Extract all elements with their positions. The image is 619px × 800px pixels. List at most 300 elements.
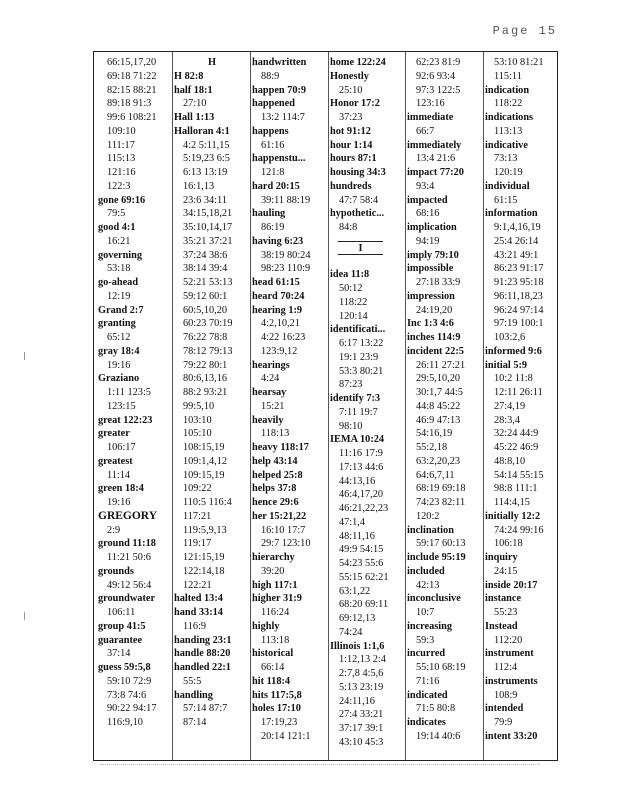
index-reference: 115:11	[494, 70, 522, 82]
index-reference: 106:17	[107, 442, 136, 453]
index-reference: 6:13 13:19	[183, 167, 228, 178]
index-reference: 43:10 45:3	[339, 736, 384, 748]
index-reference: 24:11,16	[339, 695, 375, 707]
index-reference: 69:12,13	[339, 613, 376, 624]
index-term: Grand 2:7	[98, 304, 144, 316]
index-reference: 106:18	[494, 538, 523, 550]
index-term: halted 13:4	[174, 593, 223, 605]
index-reference: 46:4,17,20	[339, 489, 384, 501]
index-reference: 47:1,4	[339, 516, 366, 528]
index-reference: 54:23 55:6	[339, 558, 384, 569]
index-reference: 39:11 88:19	[261, 194, 311, 206]
index-reference: 78:12 79:13	[183, 345, 233, 357]
index-reference: 19:1 23:9	[339, 351, 379, 363]
index-term: hearsay	[252, 387, 287, 398]
index-reference: 19:14 40:6	[416, 730, 461, 742]
index-reference: 25:4 26:14	[494, 235, 539, 247]
index-term: indication	[485, 84, 530, 96]
index-column-1	[98, 56, 172, 756]
index-term: heavily	[252, 414, 284, 426]
index-reference: 96:11,18,23	[494, 290, 543, 302]
index-reference: 71:16	[416, 675, 440, 687]
index-reference: 119:17	[183, 538, 212, 550]
index-term: green 18:4	[98, 483, 144, 495]
index-reference: 69:18 71:22	[107, 70, 157, 82]
index-reference: 108:9	[494, 689, 518, 701]
index-reference: 35:21 37:21	[183, 235, 233, 247]
index-term: hot 91:12	[330, 125, 371, 137]
index-term: identificati...	[330, 324, 386, 336]
index-reference: 38:14 39:4	[183, 263, 228, 275]
index-term: include 95:19	[407, 552, 466, 563]
index-reference: 71:5 80:8	[416, 703, 456, 715]
index-reference: 24:15	[494, 565, 518, 577]
index-reference: 66:7	[416, 125, 435, 137]
index-term: hearings	[252, 359, 290, 371]
index-term: GREGORY	[98, 509, 158, 522]
index-reference: 68:16	[416, 208, 440, 220]
index-reference: 74:24 99:16	[494, 524, 544, 536]
index-column-3	[252, 56, 328, 756]
index-term: heard 70:24	[252, 290, 305, 302]
index-reference: 38:19 80:24	[261, 249, 311, 261]
index-reference: 120:2	[416, 510, 440, 522]
index-reference: 79:5	[107, 208, 126, 220]
index-reference: 118:13	[261, 428, 290, 440]
index-reference: 84:8	[339, 222, 358, 233]
index-reference: 122:3	[107, 180, 131, 192]
index-reference: 76:22 78:8	[183, 332, 228, 343]
index-term: her 15:21,22	[252, 510, 307, 522]
index-reference: 109:10	[107, 125, 136, 137]
index-reference: 55:2,18	[416, 442, 448, 453]
index-term: hence 29:6	[252, 497, 299, 508]
index-term: identify 7:3	[330, 393, 381, 404]
index-term: Graziano	[98, 373, 140, 385]
index-term: inconclusive	[407, 593, 461, 605]
index-reference: 26:11 27:21	[416, 359, 466, 371]
index-reference: 121:16	[107, 167, 136, 178]
index-reference: 49:9 54:15	[339, 544, 384, 556]
index-term: H 82:8	[174, 70, 204, 82]
index-term: happen 70:9	[252, 84, 307, 96]
index-term: helped 25:8	[252, 469, 303, 481]
index-reference: 6:17 13:22	[339, 338, 384, 349]
index-reference: 123:16	[416, 98, 445, 110]
index-reference: 65:12	[107, 332, 131, 343]
index-reference: 119:5,9,13	[183, 524, 227, 536]
index-reference: 109:1,4,12	[183, 455, 228, 467]
index-reference: 2:7,8 4:5,6	[339, 668, 384, 679]
index-reference: 27:18 33:9	[416, 277, 461, 288]
index-term: hypothetic...	[330, 208, 385, 220]
index-reference: 120:19	[494, 167, 523, 178]
index-reference: 94:19	[416, 235, 440, 247]
index-reference: 7:11 19:7	[339, 406, 378, 418]
index-reference: 55:23	[494, 607, 518, 618]
index-term: hours 87:1	[330, 153, 377, 165]
index-term: inquiry	[485, 552, 518, 563]
index-term: instruments	[485, 675, 538, 687]
index-reference: 59:3	[416, 634, 435, 646]
index-reference: 15:21	[261, 400, 285, 412]
index-reference: 19:16	[107, 497, 131, 508]
index-reference: 121:8	[261, 167, 285, 178]
index-term: group 41:5	[98, 620, 146, 632]
index-term: happened	[252, 98, 295, 110]
index-reference: 52:21 53:13	[183, 277, 233, 288]
index-reference: 48:8,10	[494, 455, 526, 467]
index-reference: 79:22 80:1	[183, 359, 228, 371]
index-reference: 57:14 87:7	[183, 703, 228, 715]
index-reference: 17:13 44:6	[339, 461, 384, 473]
index-reference: 59:10 72:9	[107, 675, 152, 687]
index-reference: 89:18 91:3	[107, 98, 152, 110]
index-reference: 114:4,15	[494, 497, 530, 508]
index-reference: 64:6,7,11	[416, 469, 455, 481]
index-reference: 93:4	[416, 180, 435, 192]
index-term: indications	[485, 112, 534, 123]
index-reference: 19:16	[107, 359, 131, 371]
index-term: guess 59:5,8	[98, 662, 151, 673]
index-reference: 117:21	[183, 510, 212, 522]
index-reference: 112:20	[494, 634, 523, 646]
index-term: historical	[252, 648, 294, 660]
index-term: hits 117:5,8	[252, 689, 302, 701]
index-column-5	[407, 56, 483, 756]
index-term: informed 9:6	[485, 345, 542, 357]
index-reference: 116:9,10	[107, 717, 143, 728]
index-reference: 66:14	[261, 662, 285, 673]
index-reference: 86:23 91:17	[494, 263, 544, 275]
column-divider	[405, 52, 406, 760]
index-reference: 12:11 26:11	[494, 387, 543, 398]
index-term: imply 79:10	[407, 249, 459, 261]
index-reference: 87:14	[183, 717, 207, 728]
index-reference: 90:22 94:17	[107, 703, 157, 715]
index-term: inches 114:9	[407, 332, 461, 343]
index-term: grounds	[98, 565, 134, 577]
index-reference: 29:7 123:10	[261, 538, 311, 550]
index-reference: 115:13	[107, 153, 136, 165]
index-term: indicates	[407, 717, 446, 728]
index-reference: 10:7	[416, 607, 435, 618]
index-term: hand 33:14	[174, 607, 223, 618]
index-reference: 23:6 34:11	[183, 194, 227, 206]
index-term: initial 5:9	[485, 359, 528, 371]
index-reference: 96:24 97:14	[494, 304, 544, 316]
index-reference: 109:15,19	[183, 469, 225, 481]
index-reference: 116:9	[183, 620, 207, 632]
index-reference: 120:14	[339, 310, 368, 322]
index-column-2	[174, 56, 250, 756]
index-term: handling	[174, 689, 213, 701]
index-reference: 68:20 69:11	[339, 599, 389, 611]
index-term: half 18:1	[174, 84, 213, 96]
section-letter: I	[358, 242, 363, 254]
index-reference: 48:11,16	[339, 530, 375, 542]
index-reference: 62:23 81:9	[416, 57, 461, 68]
index-term: inclination	[407, 524, 454, 536]
index-term: gray 18:4	[98, 345, 140, 357]
index-term: IEMA 10:24	[330, 434, 385, 446]
index-term: instance	[485, 593, 522, 605]
index-reference: 10:2 11:8	[494, 373, 533, 385]
scan-artifact-line	[100, 764, 540, 766]
index-reference: 28:3,4	[494, 414, 521, 426]
index-reference: 11:14	[107, 469, 131, 481]
index-term: information	[485, 208, 538, 220]
index-reference: 103:10	[183, 414, 212, 426]
index-reference: 12:19	[107, 290, 131, 302]
index-reference: 61:15	[494, 194, 518, 206]
index-term: granting	[98, 318, 136, 330]
index-term: Honestly	[330, 70, 369, 82]
index-reference: 122:14,18	[183, 565, 225, 577]
index-reference: 116:24	[261, 607, 290, 618]
index-reference: 2:9	[107, 524, 121, 536]
index-reference: 118:22	[494, 98, 523, 110]
column-divider	[172, 52, 173, 760]
index-reference: 37:14	[107, 648, 131, 660]
index-term: hierarchy	[252, 552, 295, 563]
index-reference: 86:19	[261, 222, 285, 233]
index-reference: 29:5,10,20	[416, 373, 461, 385]
index-reference: 79:9	[494, 717, 513, 728]
index-term: increasing	[407, 620, 453, 632]
index-reference: 47:7 58:4	[339, 194, 379, 206]
index-reference: 55:15 62:21	[339, 571, 389, 583]
index-term: immediate	[407, 112, 454, 123]
index-term: holes 17:10	[252, 703, 301, 715]
index-reference: 35:10,14,17	[183, 222, 233, 233]
index-reference: 20:14 121:1	[261, 730, 311, 742]
index-term: intended	[485, 703, 524, 715]
index-reference: 53:3 80:21	[339, 365, 384, 377]
index-column-6	[485, 56, 557, 756]
index-term: incident 22:5	[407, 345, 464, 357]
section-heading-i	[330, 241, 405, 269]
index-reference: 44:8 45:22	[416, 400, 461, 412]
index-reference: 110:5 116:4	[183, 497, 232, 508]
index-reference: 11:16 17:9	[339, 448, 383, 459]
index-reference: 73:8 74:6	[107, 689, 147, 701]
index-term: go-ahead	[98, 277, 139, 288]
index-reference: 74:23 82:11	[416, 497, 466, 508]
index-reference: 59:12 60:1	[183, 290, 228, 302]
index-term: incurred	[407, 648, 446, 660]
index-reference: 37:17 39:1	[339, 723, 384, 734]
index-reference: 97:3 122:5	[416, 84, 461, 96]
index-reference: 60:23 70:19	[183, 318, 233, 330]
index-term: hearing 1:9	[252, 304, 303, 316]
index-reference: 43:21 49:1	[494, 249, 539, 261]
index-term: hard 20:15	[252, 180, 300, 192]
column-divider	[483, 52, 484, 760]
index-reference: 11:21 50:6	[107, 552, 151, 563]
index-term: high 117:1	[252, 579, 298, 591]
index-term: hundreds	[330, 180, 372, 192]
index-reference: 99:5,10	[183, 400, 215, 412]
index-term: impression	[407, 290, 455, 302]
index-reference: 9:1,4,16,19	[494, 222, 541, 233]
index-reference: 92:6 93:4	[416, 70, 456, 82]
index-term: idea 11:8	[330, 269, 370, 281]
index-term: hit 118:4	[252, 675, 291, 687]
index-term: impact 77:20	[407, 167, 464, 178]
column-divider	[328, 52, 329, 760]
index-reference: 68:19 69:18	[416, 483, 466, 495]
index-reference: 49:12 56:4	[107, 579, 152, 591]
index-reference: 55:5	[183, 675, 202, 687]
index-reference: 27:4,19	[494, 400, 526, 412]
index-reference: 91:23 95:18	[494, 277, 544, 288]
index-term: implication	[407, 222, 457, 233]
index-reference: 5:19,23 6:5	[183, 153, 230, 165]
index-term: Halloran 4:1	[174, 125, 230, 137]
index-reference: 122:21	[183, 579, 212, 591]
index-term: greatest	[98, 455, 133, 467]
index-reference: 98:8 111:1	[494, 483, 538, 495]
index-reference: 74:24	[339, 626, 363, 638]
index-reference: 53:10 81:21	[494, 57, 544, 68]
index-reference: 50:12	[339, 283, 363, 294]
margin-mark	[24, 352, 28, 360]
index-reference: 113:18	[261, 634, 290, 646]
index-term: housing 34:3	[330, 167, 386, 178]
page-number-label: Page 15	[492, 24, 557, 38]
index-reference: 53:18	[107, 263, 131, 275]
index-reference: 4:22 16:23	[261, 332, 306, 343]
index-reference: 111:17	[107, 139, 135, 151]
index-term: indicative	[485, 139, 528, 151]
index-reference: 46:9 47:13	[416, 414, 461, 426]
index-term: inside 20:17	[485, 579, 538, 591]
word-index-table	[93, 51, 558, 761]
index-term: included	[407, 565, 445, 577]
index-reference: 5:13 23:19	[339, 681, 384, 693]
index-reference: 45:22 46:9	[494, 442, 539, 453]
margin-mark	[24, 612, 28, 620]
index-term: good 4:1	[98, 222, 136, 233]
index-reference: 13:4 21:6	[416, 153, 456, 165]
index-reference: 1:12,13 2:4	[339, 654, 386, 666]
index-reference: 25:10	[339, 84, 363, 96]
index-reference: 123:9,12	[261, 345, 298, 357]
index-reference: 34:15,18,21	[183, 208, 233, 220]
index-reference: 44:13,16	[339, 475, 376, 487]
index-reference: 73:13	[494, 153, 518, 165]
index-reference: 98:23 110:9	[261, 263, 311, 275]
index-term: highly	[252, 620, 280, 632]
column-divider	[250, 52, 251, 760]
index-reference: 59:17 60:13	[416, 538, 466, 550]
index-reference: 109:22	[183, 483, 212, 495]
index-reference: 105:10	[183, 428, 212, 440]
index-reference: 118:22	[339, 296, 368, 308]
index-term: heavy 118:17	[252, 442, 309, 453]
index-term: governing	[98, 249, 143, 261]
index-reference: 108:15,19	[183, 442, 225, 453]
index-term: helps 37:8	[252, 483, 297, 495]
index-reference: 106:11	[107, 607, 136, 618]
index-reference: 54:16,19	[416, 428, 453, 440]
index-reference: 82:15 88:21	[107, 84, 157, 96]
index-term: intent 33:20	[485, 730, 538, 742]
index-term: Illinois 1:1,6	[330, 640, 385, 652]
index-column-4	[330, 56, 405, 756]
index-term: Instead	[485, 620, 518, 632]
index-reference: 46:21,22,23	[339, 503, 389, 514]
index-term: immediately	[407, 139, 462, 151]
index-term: home 122:24	[330, 57, 386, 68]
index-reference: 112:4	[494, 662, 518, 673]
index-reference: 113:13	[494, 125, 523, 137]
index-term: Hall 1:13	[174, 112, 215, 123]
index-term: head 61:15	[252, 277, 300, 288]
index-reference: 98:10	[339, 420, 363, 432]
index-reference: 66:15,17,20	[107, 57, 157, 68]
index-term: impacted	[407, 194, 448, 206]
index-term: handle 88:20	[174, 648, 231, 660]
index-term: having 6:23	[252, 235, 304, 247]
index-reference: 16:1,13	[183, 180, 215, 192]
index-term: handwritten	[252, 57, 307, 68]
index-term: higher 31:9	[252, 593, 302, 605]
index-term: indicated	[407, 689, 448, 701]
index-reference: 63:1,22	[339, 585, 371, 597]
index-term: ground 11:18	[98, 538, 156, 550]
index-reference: 54:14 55:15	[494, 469, 544, 481]
index-reference: 42:13	[416, 579, 440, 591]
index-reference: 13:2 114:7	[261, 112, 305, 123]
index-reference: 4:2 5:11,15	[183, 139, 230, 151]
index-reference: 87:23	[339, 379, 363, 391]
index-reference: 24:19,20	[416, 304, 453, 316]
index-term: hour 1:14	[330, 139, 373, 151]
section-letter: H	[207, 57, 216, 68]
index-reference: 103:2,6	[494, 332, 526, 343]
index-reference: 121:15,19	[183, 552, 225, 563]
index-term: initially 12:2	[485, 510, 541, 522]
index-reference: 97:19 100:1	[494, 318, 544, 330]
index-reference: 63:2,20,23	[416, 455, 461, 467]
index-term: handing 23:1	[174, 634, 232, 646]
index-reference: 1:11 123:5	[107, 387, 151, 398]
index-term: greater	[98, 428, 130, 440]
index-term: groundwater	[98, 593, 156, 605]
index-reference: 61:16	[261, 139, 285, 151]
index-term: guarantee	[98, 634, 143, 646]
index-term: gone 69:16	[98, 194, 146, 206]
index-reference: 27:10	[183, 98, 207, 110]
index-reference: 55:10 68:19	[416, 662, 466, 673]
index-reference: 80:6,13,16	[183, 373, 228, 385]
index-term: happens	[252, 125, 289, 137]
index-term: handled 22:1	[174, 662, 231, 673]
index-reference: 16:10 17:7	[261, 524, 306, 536]
index-reference: 32:24 44:9	[494, 428, 539, 440]
index-reference: 88:2 93:21	[183, 387, 228, 398]
index-term: instrument	[485, 648, 534, 660]
index-reference: 37:23	[339, 112, 363, 123]
index-term: hauling	[252, 208, 286, 220]
index-term: impossible	[407, 263, 454, 275]
index-reference: 60:5,10,20	[183, 304, 228, 316]
index-reference: 4:24	[261, 373, 280, 385]
index-term: Inc 1:3 4:6	[407, 318, 454, 330]
index-term: great 122:23	[98, 414, 153, 426]
